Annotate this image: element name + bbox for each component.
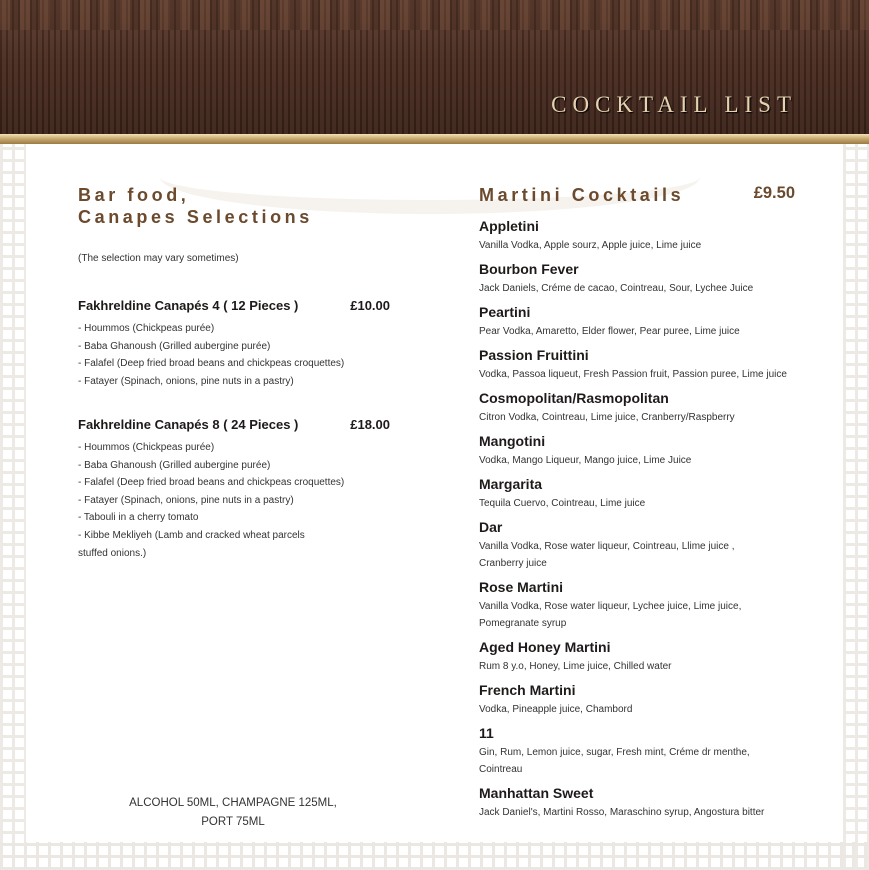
bar-food-title-line2: Canapes Selections xyxy=(78,207,313,227)
list-item xyxy=(479,302,809,340)
cocktail-ingredients: Vodka, Passoa liqueut, Fresh Passion fruit, Passion puree, Lime juice xyxy=(479,369,787,380)
canape-items xyxy=(78,439,408,562)
list-item: - Baba Ghanoush (Grilled aubergine purée) xyxy=(78,340,271,352)
list-item: - Fatayer (Spinach, onions, pine nuts in a pastry) xyxy=(78,494,294,506)
list-item: - Hoummos (Chickpeas purée) xyxy=(78,323,215,334)
list-item: - Tabouli in a cherry tomato xyxy=(78,512,199,524)
cocktail-ingredients: Pear Vodka, Amaretto, Elder flower, Pear puree, Lime juice xyxy=(479,326,740,337)
page-title: COCKTAIL LIST xyxy=(551,92,797,117)
cocktail-ingredients: Tequila Cuervo, Cointreau, Lime juice xyxy=(479,498,646,509)
list-item xyxy=(479,637,809,675)
list-item xyxy=(479,680,809,718)
cocktail-ingredients: Citron Vodka, Cointreau, Lime juice, Cranberry/Raspberry xyxy=(479,412,735,423)
serving-size-note xyxy=(100,794,366,832)
cocktail-name: Passion Fruittini xyxy=(479,347,589,363)
header-banner xyxy=(0,0,869,134)
bottom-border-pattern xyxy=(0,842,869,870)
cocktail-ingredients: Vodka, Mango Liqueur, Mango juice, Lime Juice xyxy=(479,455,692,466)
canape-block-8 xyxy=(78,417,408,562)
martini-title: Martini Cocktails xyxy=(479,185,685,205)
cocktail-ingredients: Jack Daniels, Créme de cacao, Cointreau, Sour, Lychee Juice xyxy=(479,283,754,294)
cocktail-name: Mangotini xyxy=(479,433,546,449)
left-border-pattern xyxy=(0,144,26,870)
list-item xyxy=(479,723,809,778)
bar-food-title xyxy=(78,184,378,228)
list-item xyxy=(479,431,809,469)
list-item xyxy=(479,345,809,383)
cocktail-ingredients: Vanilla Vodka, Apple sourz, Apple juice, Lime juice xyxy=(479,240,702,251)
cocktail-ingredients: Vanilla Vodka, Rose water liqueur, Cointreau, Llime juice , Cranberry juice xyxy=(479,541,735,569)
cocktail-ingredients: Gin, Rum, Lemon juice, sugar, Fresh mint, Créme dr menthe, Cointreau xyxy=(479,747,750,775)
list-item xyxy=(479,577,809,632)
list-item xyxy=(479,216,809,254)
selection-note: (The selection may vary sometimes) xyxy=(78,253,239,264)
cocktail-ingredients: Rum 8 y.o, Honey, Lime juice, Chilled water xyxy=(479,661,672,672)
list-item xyxy=(479,783,809,821)
cocktail-name: French Martini xyxy=(479,682,576,698)
cocktail-name: Margarita xyxy=(479,476,543,492)
cocktail-name: Appletini xyxy=(479,218,539,234)
cocktail-name: Rose Martini xyxy=(479,579,564,595)
canape-price: £10.00 xyxy=(350,298,390,313)
martini-header xyxy=(479,184,797,206)
cocktail-name: Peartini xyxy=(479,304,531,320)
cocktail-name: Bourbon Fever xyxy=(479,261,579,277)
martini-price: £9.50 xyxy=(753,184,795,202)
right-border-pattern xyxy=(843,144,869,870)
serving-size-line1: ALCOHOL 50ML, CHAMPAGNE 125ML, xyxy=(129,797,337,809)
canape-price: £18.00 xyxy=(350,417,390,432)
cocktail-name: Cosmopolitan/Rasmopolitan xyxy=(479,390,669,406)
cocktail-name: Aged Honey Martini xyxy=(479,639,611,655)
list-item: - Fatayer (Spinach, onions, pine nuts in a pastry) xyxy=(78,375,294,387)
list-item xyxy=(479,517,809,572)
serving-size-line2: PORT 75ML xyxy=(201,816,265,828)
list-item: - Falafel (Deep fried broad beans and chickpeas croquettes) xyxy=(78,358,345,370)
canape-block-4 xyxy=(78,298,408,390)
list-item xyxy=(479,474,809,512)
canape-items xyxy=(78,320,408,390)
cocktail-name: 11 xyxy=(479,725,494,741)
list-item xyxy=(479,388,809,426)
cocktail-ingredients: Vanilla Vodka, Rose water liqueur, Lychee juice, Lime juice, Pomegranate syrup xyxy=(479,601,742,629)
canape-name: Fakhreldine Canapés 4 ( 12 Pieces ) xyxy=(78,298,299,313)
list-item: - Baba Ghanoush (Grilled aubergine purée) xyxy=(78,459,271,471)
canape-name: Fakhreldine Canapés 8 ( 24 Pieces ) xyxy=(78,417,299,432)
cocktail-list xyxy=(479,216,809,826)
cocktail-name: Manhattan Sweet xyxy=(479,785,594,801)
list-item: - Falafel (Deep fried broad beans and chickpeas croquettes) xyxy=(78,477,345,489)
list-item: - Hoummos (Chickpeas purée) xyxy=(78,442,215,453)
cocktail-ingredients: Jack Daniel's, Martini Rosso, Maraschino syrup, Angostura bitter xyxy=(479,807,765,818)
cocktail-ingredients: Vodka, Pineapple juice, Chambord xyxy=(479,704,633,715)
list-item: - Kibbe Mekliyeh (Lamb and cracked wheat parcels stuffed onions.) xyxy=(78,529,305,559)
cocktail-name: Dar xyxy=(479,519,503,535)
bar-food-title-line1: Bar food, xyxy=(78,185,190,205)
list-item xyxy=(479,259,809,297)
